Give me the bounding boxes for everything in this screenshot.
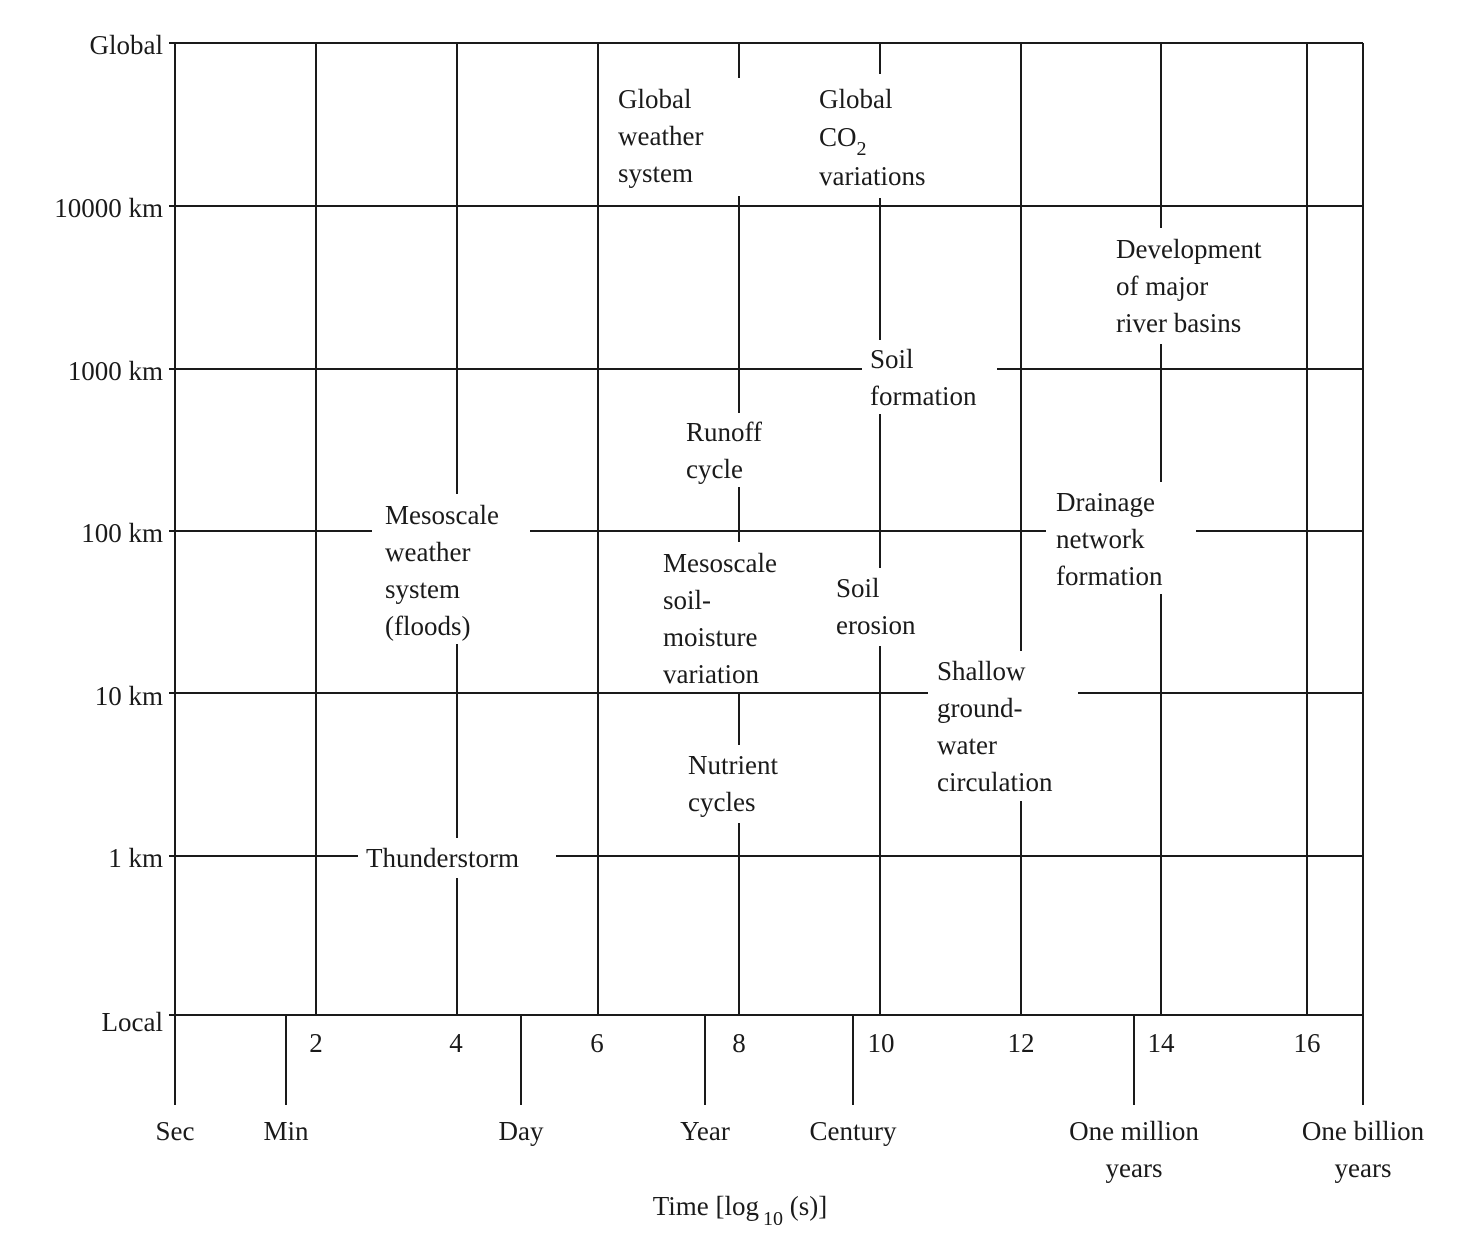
time-label-million-years-2: years xyxy=(1105,1153,1163,1183)
time-label-billion-years-1: One billion xyxy=(1301,1116,1425,1146)
x-tick-10: 10 xyxy=(867,1028,895,1058)
region-labels xyxy=(366,84,1268,873)
time-label-day: Day xyxy=(498,1116,544,1146)
x-axis-title-sub: 10 xyxy=(763,1208,784,1230)
region-line: formation xyxy=(870,381,977,411)
region-line: variation xyxy=(663,659,759,689)
region-line: moisture xyxy=(663,622,758,652)
y-tick-100km: 100 km xyxy=(81,518,163,548)
time-label-billion-years-2: years xyxy=(1334,1153,1392,1183)
region-line: cycles xyxy=(688,787,756,817)
region-line: Soil xyxy=(836,573,880,603)
time-label-min: Min xyxy=(263,1116,309,1146)
region-line: cycle xyxy=(686,454,743,484)
y-tick-local: Local xyxy=(101,1007,163,1037)
region-line: variations xyxy=(819,161,926,191)
y-tick-10000km: 10000 km xyxy=(54,193,163,223)
time-label-million-years-1: One million xyxy=(1069,1116,1199,1146)
x-tick-8: 8 xyxy=(732,1028,746,1058)
y-tick-1km: 1 km xyxy=(108,843,163,873)
region-line: soil- xyxy=(663,585,712,615)
x-axis-title-main: Time [log xyxy=(652,1191,760,1221)
label-masks xyxy=(358,74,1288,878)
y-tick-1000km: 1000 km xyxy=(67,356,163,386)
lower-time-scale xyxy=(175,1015,1363,1105)
x-tick-16: 16 xyxy=(1293,1028,1321,1058)
region-line: Thunderstorm xyxy=(366,843,519,873)
region-line: water xyxy=(937,730,997,760)
x-axis-named-labels xyxy=(156,1116,1425,1183)
x-tick-14: 14 xyxy=(1147,1028,1175,1058)
region-line: system xyxy=(618,158,694,188)
region-line: (floods) xyxy=(385,611,471,641)
region-line: ground- xyxy=(937,693,1023,723)
x-axis-numeric-labels xyxy=(309,1028,1320,1058)
region-line: Drainage xyxy=(1056,487,1155,517)
region-line: Global xyxy=(819,84,893,114)
x-axis-title-text xyxy=(653,1191,828,1230)
region-line: of major xyxy=(1116,271,1209,301)
region-thunderstorm xyxy=(366,843,519,873)
y-tick-10km: 10 km xyxy=(94,681,163,711)
region-line: Soil xyxy=(870,344,914,374)
region-subscript: 2 xyxy=(856,138,867,160)
region-line: CO xyxy=(819,122,857,152)
time-label-sec: Sec xyxy=(155,1116,195,1146)
region-line: circulation xyxy=(937,767,1053,797)
region-line: weather xyxy=(618,121,704,151)
region-line: Global xyxy=(618,84,692,114)
y-tick-global: Global xyxy=(89,30,163,60)
region-line: formation xyxy=(1056,561,1163,591)
x-tick-4: 4 xyxy=(449,1028,463,1058)
x-axis-title xyxy=(653,1191,828,1230)
region-line: system xyxy=(385,574,461,604)
region-line: Shallow xyxy=(937,656,1026,686)
region-line: weather xyxy=(385,537,471,567)
region-drainage-network-formation xyxy=(1056,487,1163,591)
y-axis-labels xyxy=(54,30,163,1037)
x-tick-2: 2 xyxy=(309,1028,323,1058)
region-line: Mesoscale xyxy=(663,548,777,578)
region-line: river basins xyxy=(1116,308,1242,338)
x-tick-12: 12 xyxy=(1007,1028,1035,1058)
region-line: Runoff xyxy=(686,417,763,447)
region-line: Nutrient xyxy=(688,750,778,780)
time-label-century: Century xyxy=(809,1116,897,1146)
region-line: Mesoscale xyxy=(385,500,499,530)
region-line: erosion xyxy=(836,610,916,640)
region-line: Development xyxy=(1116,234,1262,264)
time-label-year: Year xyxy=(680,1116,730,1146)
x-axis-title-end: (s)] xyxy=(783,1191,828,1221)
x-tick-6: 6 xyxy=(590,1028,604,1058)
region-line: network xyxy=(1056,524,1145,554)
